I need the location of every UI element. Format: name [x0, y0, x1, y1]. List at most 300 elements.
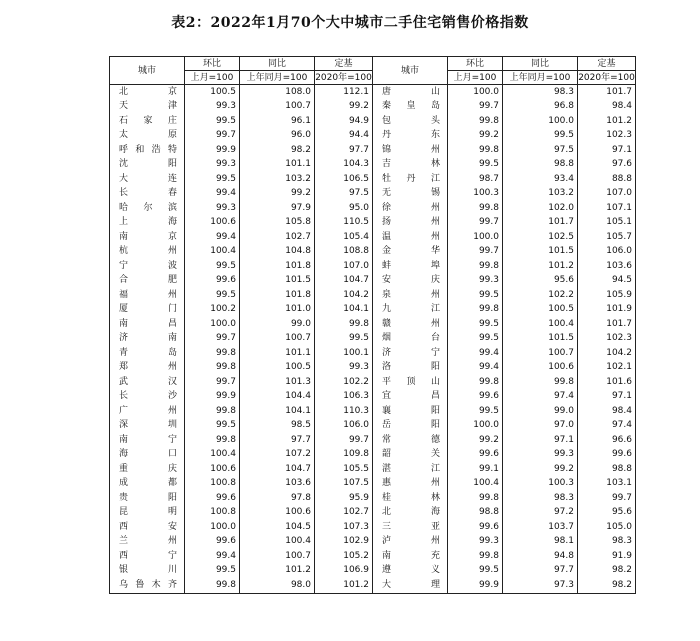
yoy-cell: 99.3 — [503, 448, 578, 463]
city-cell: 遵义 — [373, 564, 448, 579]
mom-cell: 99.5 — [185, 172, 240, 187]
fixed-cell: 99.2 — [315, 100, 373, 115]
mom-cell: 99.3 — [448, 274, 503, 289]
table-row — [110, 419, 636, 434]
table-row — [110, 520, 636, 535]
table-row — [110, 259, 636, 274]
table-row — [110, 317, 636, 332]
yoy-cell: 100.6 — [503, 361, 578, 376]
table-row — [110, 201, 636, 216]
fixed-cell: 99.7 — [315, 433, 373, 448]
table-row — [110, 158, 636, 173]
city-cell: 岳阳 — [373, 419, 448, 434]
table-row — [110, 390, 636, 405]
yoy-cell: 103.2 — [503, 187, 578, 202]
fixed-cell: 98.2 — [578, 564, 636, 579]
yoy-cell: 97.5 — [503, 143, 578, 158]
city-cell: 呼和浩特 — [110, 143, 185, 158]
mom-cell: 99.3 — [185, 100, 240, 115]
table-row — [110, 288, 636, 303]
fixed-cell: 96.6 — [578, 433, 636, 448]
mom-cell: 99.8 — [448, 114, 503, 129]
table-row — [110, 85, 636, 100]
city-cell: 宁波 — [110, 259, 185, 274]
mom-cell: 98.8 — [448, 506, 503, 521]
city-cell: 泉州 — [373, 288, 448, 303]
yoy-cell: 103.2 — [240, 172, 315, 187]
city-cell: 安庆 — [373, 274, 448, 289]
city-cell: 石家庄 — [110, 114, 185, 129]
yoy-cell: 98.5 — [240, 419, 315, 434]
table-row — [110, 375, 636, 390]
header-city-right: 城市 — [373, 57, 448, 85]
fixed-cell: 105.1 — [578, 216, 636, 231]
header-fixed-right: 定基 — [578, 57, 636, 71]
mom-cell: 100.3 — [448, 187, 503, 202]
fixed-cell: 105.5 — [315, 462, 373, 477]
mom-cell: 99.3 — [185, 158, 240, 173]
city-cell: 济南 — [110, 332, 185, 347]
mom-cell: 99.2 — [448, 433, 503, 448]
yoy-cell: 97.2 — [503, 506, 578, 521]
mom-cell: 100.6 — [185, 216, 240, 231]
yoy-cell: 97.7 — [503, 564, 578, 579]
mom-cell: 100.4 — [185, 448, 240, 463]
yoy-cell: 97.3 — [503, 578, 578, 593]
city-cell: 常德 — [373, 433, 448, 448]
header-mom-right: 环比 — [448, 57, 503, 71]
city-cell: 厦门 — [110, 303, 185, 318]
city-cell: 惠州 — [373, 477, 448, 492]
header-fixed-base-right: 2020年=100 — [578, 72, 635, 83]
fixed-cell: 104.3 — [315, 158, 373, 173]
city-cell: 长春 — [110, 187, 185, 202]
city-cell: 青岛 — [110, 346, 185, 361]
yoy-cell: 101.8 — [240, 288, 315, 303]
mom-cell: 100.5 — [185, 85, 240, 100]
mom-cell: 99.8 — [185, 404, 240, 419]
fixed-cell: 94.4 — [315, 129, 373, 144]
mom-cell: 100.0 — [448, 419, 503, 434]
city-cell: 北京 — [110, 85, 185, 100]
table-row — [110, 303, 636, 318]
fixed-cell: 98.3 — [578, 535, 636, 550]
yoy-cell: 102.7 — [240, 230, 315, 245]
header-mom-left: 环比 — [185, 57, 240, 71]
price-index-table — [109, 56, 636, 594]
fixed-cell: 106.9 — [315, 564, 373, 579]
yoy-cell: 104.1 — [240, 404, 315, 419]
city-cell: 桂林 — [373, 491, 448, 506]
city-cell: 乌鲁木齐 — [110, 578, 185, 593]
yoy-cell: 99.8 — [503, 375, 578, 390]
fixed-cell: 102.3 — [578, 332, 636, 347]
fixed-cell: 97.4 — [578, 419, 636, 434]
fixed-cell: 105.4 — [315, 230, 373, 245]
yoy-cell: 97.7 — [240, 433, 315, 448]
city-cell: 牡丹江 — [373, 172, 448, 187]
city-cell: 成都 — [110, 477, 185, 492]
city-cell: 郑州 — [110, 361, 185, 376]
mom-cell: 99.9 — [185, 143, 240, 158]
header-city-left: 城市 — [110, 57, 185, 85]
table-row — [110, 549, 636, 564]
yoy-cell: 100.4 — [503, 317, 578, 332]
yoy-cell: 101.0 — [240, 303, 315, 318]
yoy-cell: 98.0 — [240, 578, 315, 593]
mom-cell: 99.6 — [185, 274, 240, 289]
fixed-cell: 101.7 — [578, 85, 636, 100]
mom-cell: 99.6 — [185, 491, 240, 506]
table-row — [110, 143, 636, 158]
city-cell: 大理 — [373, 578, 448, 593]
table-row — [110, 332, 636, 347]
city-cell: 吉林 — [373, 158, 448, 173]
mom-cell: 100.4 — [448, 477, 503, 492]
fixed-cell: 112.1 — [315, 85, 373, 100]
fixed-cell: 104.1 — [315, 303, 373, 318]
yoy-cell: 100.7 — [503, 346, 578, 361]
yoy-cell: 99.5 — [503, 129, 578, 144]
mom-cell: 99.8 — [185, 361, 240, 376]
yoy-cell: 101.5 — [240, 274, 315, 289]
yoy-cell: 101.1 — [240, 158, 315, 173]
yoy-cell: 104.8 — [240, 245, 315, 260]
fixed-cell: 99.7 — [578, 491, 636, 506]
city-cell: 秦皇岛 — [373, 100, 448, 115]
city-cell: 昆明 — [110, 506, 185, 521]
fixed-cell: 99.8 — [315, 317, 373, 332]
yoy-cell: 101.2 — [503, 259, 578, 274]
mom-cell: 99.5 — [185, 564, 240, 579]
fixed-cell: 110.5 — [315, 216, 373, 231]
yoy-cell: 95.6 — [503, 274, 578, 289]
fixed-cell: 98.2 — [578, 578, 636, 593]
table-row — [110, 274, 636, 289]
fixed-cell: 107.0 — [578, 187, 636, 202]
mom-cell: 99.5 — [448, 158, 503, 173]
mom-cell: 100.0 — [448, 230, 503, 245]
fixed-cell: 110.3 — [315, 404, 373, 419]
table-row — [110, 172, 636, 187]
city-cell: 南京 — [110, 230, 185, 245]
mom-cell: 99.8 — [448, 491, 503, 506]
yoy-cell: 104.5 — [240, 520, 315, 535]
yoy-cell: 107.2 — [240, 448, 315, 463]
city-cell: 无锡 — [373, 187, 448, 202]
fixed-cell: 103.6 — [578, 259, 636, 274]
fixed-cell: 101.2 — [315, 578, 373, 593]
fixed-cell: 107.1 — [578, 201, 636, 216]
city-cell: 南昌 — [110, 317, 185, 332]
yoy-cell: 108.0 — [240, 85, 315, 100]
city-cell: 贵阳 — [110, 491, 185, 506]
table-row — [110, 216, 636, 231]
city-cell: 金华 — [373, 245, 448, 260]
mom-cell: 99.6 — [448, 520, 503, 535]
fixed-cell: 109.8 — [315, 448, 373, 463]
fixed-cell: 102.1 — [578, 361, 636, 376]
fixed-cell: 99.3 — [315, 361, 373, 376]
fixed-cell: 104.2 — [315, 288, 373, 303]
city-cell: 徐州 — [373, 201, 448, 216]
mom-cell: 98.7 — [448, 172, 503, 187]
table-row — [110, 187, 636, 202]
yoy-cell: 99.2 — [240, 187, 315, 202]
mom-cell: 99.8 — [448, 143, 503, 158]
mom-cell: 99.7 — [448, 100, 503, 115]
yoy-cell: 100.0 — [503, 114, 578, 129]
fixed-cell: 95.6 — [578, 506, 636, 521]
fixed-cell: 101.6 — [578, 375, 636, 390]
city-cell: 深圳 — [110, 419, 185, 434]
yoy-cell: 97.8 — [240, 491, 315, 506]
yoy-cell: 102.5 — [503, 230, 578, 245]
mom-cell: 99.5 — [185, 288, 240, 303]
mom-cell: 99.5 — [185, 259, 240, 274]
yoy-cell: 102.2 — [503, 288, 578, 303]
table-row — [110, 230, 636, 245]
mom-cell: 99.5 — [448, 332, 503, 347]
header-yoy-right: 同比 — [503, 57, 578, 71]
yoy-cell: 100.6 — [240, 506, 315, 521]
table-row — [110, 114, 636, 129]
mom-cell: 99.6 — [448, 390, 503, 405]
city-cell: 丹东 — [373, 129, 448, 144]
fixed-cell: 97.6 — [578, 158, 636, 173]
fixed-cell: 105.7 — [578, 230, 636, 245]
fixed-cell: 97.1 — [578, 143, 636, 158]
mom-cell: 100.0 — [448, 85, 503, 100]
yoy-cell: 104.4 — [240, 390, 315, 405]
yoy-cell: 101.1 — [240, 346, 315, 361]
fixed-cell: 105.9 — [578, 288, 636, 303]
city-cell: 韶关 — [373, 448, 448, 463]
fixed-cell: 94.9 — [315, 114, 373, 129]
fixed-cell: 106.0 — [315, 419, 373, 434]
fixed-cell: 102.9 — [315, 535, 373, 550]
yoy-cell: 94.8 — [503, 549, 578, 564]
city-cell: 锦州 — [373, 143, 448, 158]
mom-cell: 99.8 — [448, 201, 503, 216]
mom-cell: 99.8 — [448, 303, 503, 318]
yoy-cell: 101.5 — [503, 245, 578, 260]
yoy-cell: 100.7 — [240, 332, 315, 347]
yoy-cell: 97.9 — [240, 201, 315, 216]
mom-cell: 99.8 — [448, 549, 503, 564]
fixed-cell: 102.2 — [315, 375, 373, 390]
header-fixed-base-left: 2020年=100 — [315, 72, 372, 83]
table-row — [110, 100, 636, 115]
fixed-cell: 101.9 — [578, 303, 636, 318]
yoy-cell: 98.3 — [503, 85, 578, 100]
city-cell: 济宁 — [373, 346, 448, 361]
table-row — [110, 535, 636, 550]
mom-cell: 100.0 — [185, 317, 240, 332]
city-cell: 银川 — [110, 564, 185, 579]
city-cell: 上海 — [110, 216, 185, 231]
yoy-cell: 96.0 — [240, 129, 315, 144]
city-cell: 唐山 — [373, 85, 448, 100]
yoy-cell: 101.8 — [240, 259, 315, 274]
city-cell: 长沙 — [110, 390, 185, 405]
fixed-cell: 105.2 — [315, 549, 373, 564]
table-row — [110, 506, 636, 521]
fixed-cell: 101.2 — [578, 114, 636, 129]
city-cell: 西宁 — [110, 549, 185, 564]
city-cell: 赣州 — [373, 317, 448, 332]
fixed-cell: 98.8 — [578, 462, 636, 477]
yoy-cell: 98.8 — [503, 158, 578, 173]
fixed-cell: 88.8 — [578, 172, 636, 187]
fixed-cell: 98.4 — [578, 404, 636, 419]
table-row — [110, 129, 636, 144]
yoy-cell: 101.2 — [240, 564, 315, 579]
table-row — [110, 477, 636, 492]
table-body — [110, 85, 636, 594]
table-row — [110, 245, 636, 260]
city-cell: 大连 — [110, 172, 185, 187]
fixed-cell: 95.0 — [315, 201, 373, 216]
mom-cell: 100.0 — [185, 520, 240, 535]
header-yoy-base-right: 上年同月=100 — [503, 71, 578, 85]
mom-cell: 99.3 — [185, 201, 240, 216]
fixed-cell: 106.5 — [315, 172, 373, 187]
mom-cell: 99.8 — [185, 433, 240, 448]
yoy-cell: 100.3 — [503, 477, 578, 492]
header-fixed-left: 定基 — [315, 57, 373, 71]
mom-cell: 99.6 — [448, 448, 503, 463]
city-cell: 蚌埠 — [373, 259, 448, 274]
table-row — [110, 564, 636, 579]
yoy-cell: 96.1 — [240, 114, 315, 129]
fixed-cell: 91.9 — [578, 549, 636, 564]
yoy-cell: 98.2 — [240, 143, 315, 158]
city-cell: 福州 — [110, 288, 185, 303]
mom-cell: 99.5 — [448, 317, 503, 332]
mom-cell: 99.3 — [448, 535, 503, 550]
mom-cell: 99.5 — [448, 404, 503, 419]
fixed-cell: 94.5 — [578, 274, 636, 289]
city-cell: 温州 — [373, 230, 448, 245]
mom-cell: 99.7 — [448, 216, 503, 231]
yoy-cell: 103.7 — [503, 520, 578, 535]
page-title: 表2：2022年1月70个大中城市二手住宅销售价格指数 — [171, 15, 529, 31]
city-cell: 扬州 — [373, 216, 448, 231]
fixed-cell: 101.7 — [578, 317, 636, 332]
fixed-cell: 100.1 — [315, 346, 373, 361]
mom-cell: 99.1 — [448, 462, 503, 477]
fixed-cell: 105.0 — [578, 520, 636, 535]
yoy-cell: 97.0 — [503, 419, 578, 434]
city-cell: 九江 — [373, 303, 448, 318]
mom-cell: 100.6 — [185, 462, 240, 477]
city-cell: 三亚 — [373, 520, 448, 535]
city-cell: 西安 — [110, 520, 185, 535]
city-cell: 包头 — [373, 114, 448, 129]
yoy-cell: 102.0 — [503, 201, 578, 216]
yoy-cell: 99.0 — [503, 404, 578, 419]
mom-cell: 99.7 — [448, 245, 503, 260]
table-row — [110, 361, 636, 376]
mom-cell: 100.4 — [185, 245, 240, 260]
city-cell: 烟台 — [373, 332, 448, 347]
fixed-cell: 99.6 — [578, 448, 636, 463]
city-cell: 南宁 — [110, 433, 185, 448]
city-cell: 广州 — [110, 404, 185, 419]
fixed-cell: 108.8 — [315, 245, 373, 260]
table-row — [110, 404, 636, 419]
fixed-cell: 107.5 — [315, 477, 373, 492]
city-cell: 南充 — [373, 549, 448, 564]
mom-cell: 99.2 — [448, 129, 503, 144]
yoy-cell: 99.0 — [240, 317, 315, 332]
mom-cell: 99.7 — [185, 332, 240, 347]
yoy-cell: 101.3 — [240, 375, 315, 390]
city-cell: 沈阳 — [110, 158, 185, 173]
mom-cell: 100.8 — [185, 477, 240, 492]
fixed-cell: 104.7 — [315, 274, 373, 289]
header-mom-base-left: 上月=100 — [185, 71, 240, 85]
yoy-cell: 100.4 — [240, 535, 315, 550]
city-cell: 武汉 — [110, 375, 185, 390]
mom-cell: 99.5 — [185, 419, 240, 434]
mom-cell: 99.7 — [185, 375, 240, 390]
city-cell: 哈尔滨 — [110, 201, 185, 216]
city-cell: 天津 — [110, 100, 185, 115]
city-cell: 湛江 — [373, 462, 448, 477]
yoy-cell: 93.4 — [503, 172, 578, 187]
mom-cell: 99.5 — [185, 114, 240, 129]
mom-cell: 99.9 — [448, 578, 503, 593]
fixed-cell: 103.1 — [578, 477, 636, 492]
fixed-cell: 106.3 — [315, 390, 373, 405]
yoy-cell: 105.8 — [240, 216, 315, 231]
city-cell: 北海 — [373, 506, 448, 521]
mom-cell: 99.9 — [185, 390, 240, 405]
city-cell: 太原 — [110, 129, 185, 144]
city-cell: 杭州 — [110, 245, 185, 260]
fixed-cell: 106.0 — [578, 245, 636, 260]
table-row — [110, 346, 636, 361]
fixed-cell: 102.7 — [315, 506, 373, 521]
header-yoy-base-left: 上年同月=100 — [240, 71, 315, 85]
mom-cell: 100.2 — [185, 303, 240, 318]
table-row — [110, 433, 636, 448]
city-cell: 海口 — [110, 448, 185, 463]
header-yoy-left: 同比 — [240, 57, 315, 71]
yoy-cell: 96.8 — [503, 100, 578, 115]
fixed-cell: 107.3 — [315, 520, 373, 535]
yoy-cell: 98.1 — [503, 535, 578, 550]
fixed-cell: 99.5 — [315, 332, 373, 347]
yoy-cell: 101.5 — [503, 332, 578, 347]
fixed-cell: 97.7 — [315, 143, 373, 158]
fixed-cell: 107.0 — [315, 259, 373, 274]
mom-cell: 99.5 — [448, 564, 503, 579]
city-cell: 平顶山 — [373, 375, 448, 390]
fixed-cell: 98.4 — [578, 100, 636, 115]
mom-cell: 99.4 — [185, 549, 240, 564]
header-mom-base-right: 上月=100 — [448, 71, 503, 85]
city-cell: 重庆 — [110, 462, 185, 477]
mom-cell: 99.4 — [448, 346, 503, 361]
city-cell: 合肥 — [110, 274, 185, 289]
mom-cell: 99.4 — [185, 230, 240, 245]
yoy-cell: 104.7 — [240, 462, 315, 477]
yoy-cell: 100.7 — [240, 100, 315, 115]
yoy-cell: 98.3 — [503, 491, 578, 506]
